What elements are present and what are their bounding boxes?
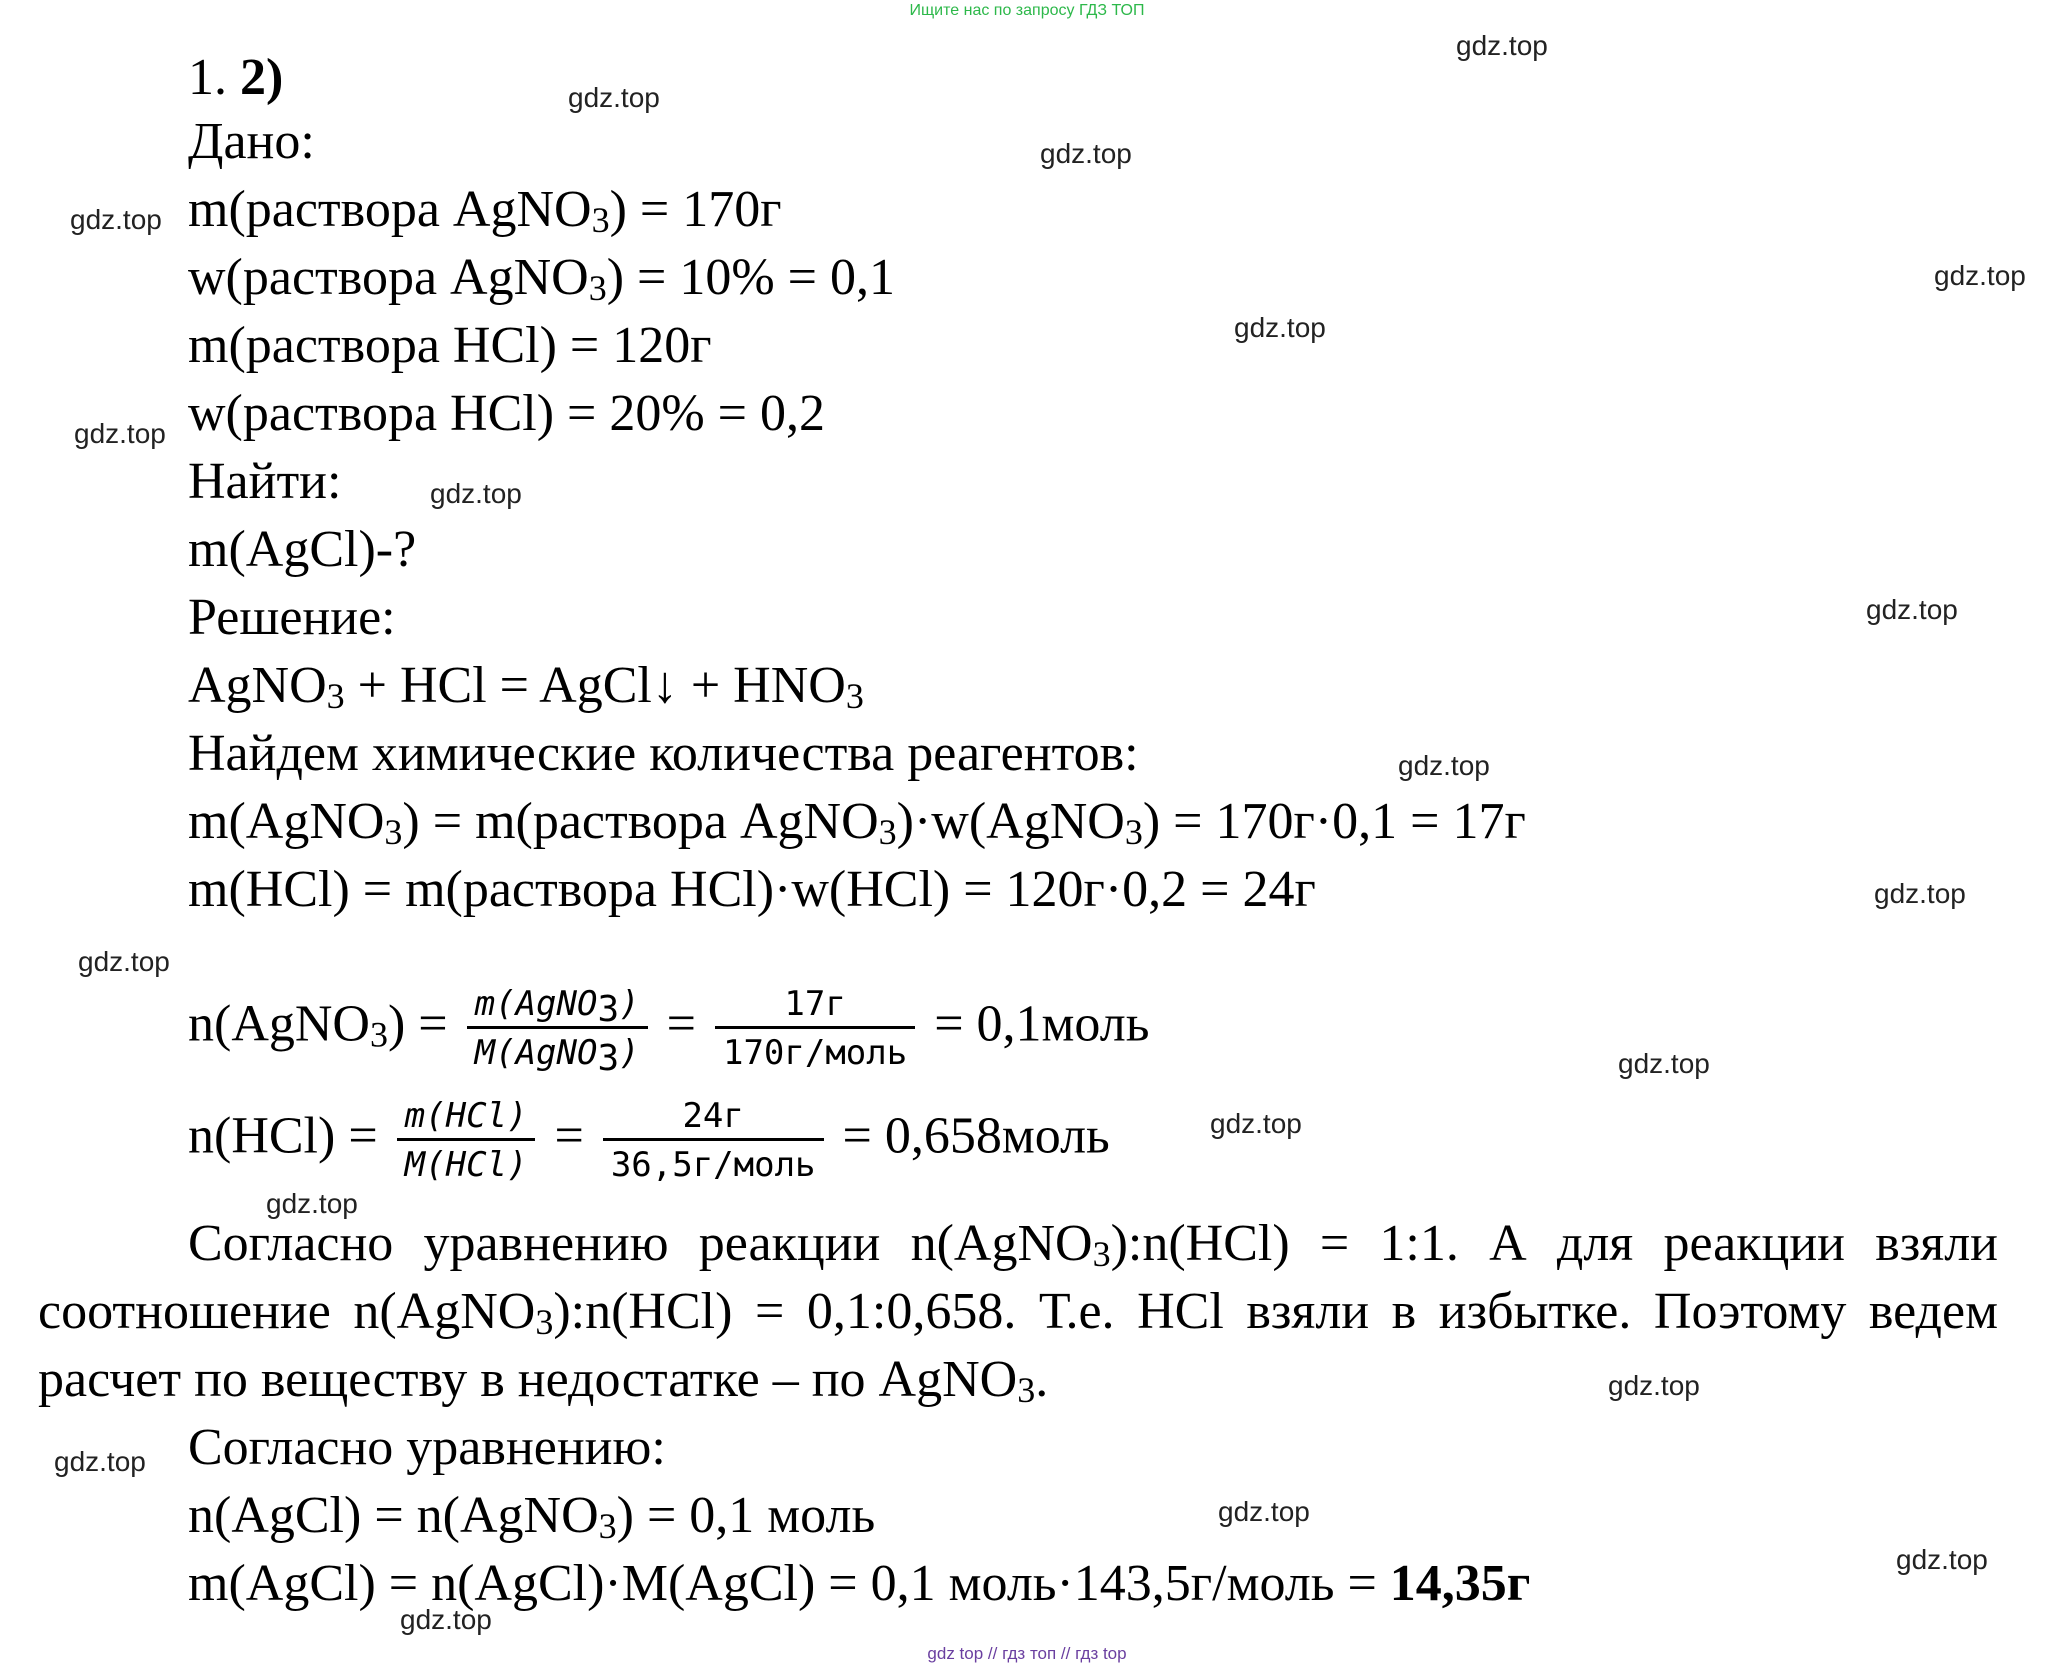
given-mass-hcl: m(раствора HCl) = 120г	[188, 317, 712, 374]
watermark: gdz.top	[1896, 1544, 1988, 1575]
watermark: gdz.top	[1866, 594, 1958, 625]
watermark: gdz.top	[568, 82, 660, 113]
value-fraction: $\frac{24г}{\text{36,5г/моль}}$	[603, 1096, 824, 1185]
given-fraction-agno3: w(раствора AgNO$_3$) = 10% = 0,1	[188, 249, 895, 308]
find-value: m(AgCl)-?	[188, 521, 417, 578]
given-fraction-hcl: w(раствора HCl) = 20% = 0,2	[188, 385, 825, 442]
problem-part: 2)	[240, 49, 284, 106]
watermark: gdz.top	[1608, 1370, 1700, 1401]
molar-fraction: $\frac{\text{m(HCl)}}{\text{M(HCl)}}$	[397, 1096, 536, 1185]
final-answer: 14,35г	[1389, 1555, 1531, 1612]
solution-label: Решение:	[188, 589, 396, 646]
mass-agno3-calc: m(AgNO$_3$) = m(раствора AgNO$_3$)·w(AgNO$_3$) = 170г·0,1 = 17г	[188, 793, 1526, 852]
by-equation-label: Согласно уравнению:	[188, 1419, 666, 1476]
watermark: gdz.top	[1210, 1108, 1302, 1139]
n-agcl-calc: n(AgCl) = n(AgNO$_3$) = 0,1 моль	[188, 1487, 876, 1546]
mass-hcl-calc: m(HCl) = m(раствора HCl)·w(HCl) = 120г·0,2 = 24г	[188, 861, 1316, 918]
problem-number: 1.	[188, 49, 227, 106]
watermark: gdz.top	[1218, 1496, 1310, 1527]
watermark: gdz.top	[1618, 1048, 1710, 1079]
watermark: gdz.top	[1040, 138, 1132, 169]
watermark: gdz.top	[54, 1446, 146, 1477]
watermark: gdz.top	[400, 1604, 492, 1635]
watermark: gdz.top	[266, 1188, 358, 1219]
reaction-equation: AgNO$_3$ + HCl = AgCl↓ + $HNO_3$	[188, 657, 864, 716]
watermark: gdz.top	[1934, 260, 2026, 291]
molar-fraction: $\frac{m(AgNO_3)}{M(AgNO_3)}$	[467, 984, 648, 1073]
watermark: gdz.top	[430, 478, 522, 509]
watermark: gdz.top	[78, 946, 170, 977]
value-fraction: $\frac{17г}{\text{170г/моль}}$	[715, 984, 915, 1073]
bottom-banner: gdz top // гдз топ // гдз top	[927, 1644, 1127, 1663]
given-mass-agno3: m(раствора AgNO$_3$) = 170г	[188, 181, 782, 240]
step-label: Найдем химические количества реагентов:	[188, 725, 1139, 782]
watermark: gdz.top	[70, 204, 162, 235]
watermark: gdz.top	[1874, 878, 1966, 909]
ratio-paragraph: Согласно уравнению реакции n(AgNO$_3$):n(HCl) = 1:1. А для реакции взяли соотношение n(AgNO$_3$):n(HCl) = 0,1:0,658. Т.е. HCl взяли в избытке. Поэтому ведем расчет по веществу в недостатке – по AgNO$_3$.	[38, 1215, 1998, 1410]
watermark: gdz.top	[1234, 312, 1326, 343]
top-banner: Ищите нас по запросу ГДЗ ТОП	[909, 2, 1145, 19]
given-label: Дано:	[188, 113, 315, 170]
n-agno3-calc: n(AgNO$_3$) = $\frac{m(AgNO_3)}{M(AgNO_3)}$ = $\frac{17г}{\text{170г/моль}}$ = 0,1моль	[188, 984, 1150, 1079]
watermark: gdz.top	[74, 418, 166, 449]
watermark: gdz.top	[1456, 30, 1548, 61]
n-hcl-calc: n(HCl) = $\frac{\text{m(HCl)}}{\text{M(HCl)}}$ = $\frac{24г}{\text{36,5г/моль}}$ = 0,658моль	[188, 1096, 1110, 1185]
find-label: Найти:	[188, 453, 342, 510]
watermark: gdz.top	[1398, 750, 1490, 781]
problem-header	[188, 48, 283, 108]
m-agcl-calc: m(AgCl) = n(AgCl)·M(AgCl) = 0,1 моль·143,5г/моль = 14,35г	[188, 1555, 1531, 1612]
